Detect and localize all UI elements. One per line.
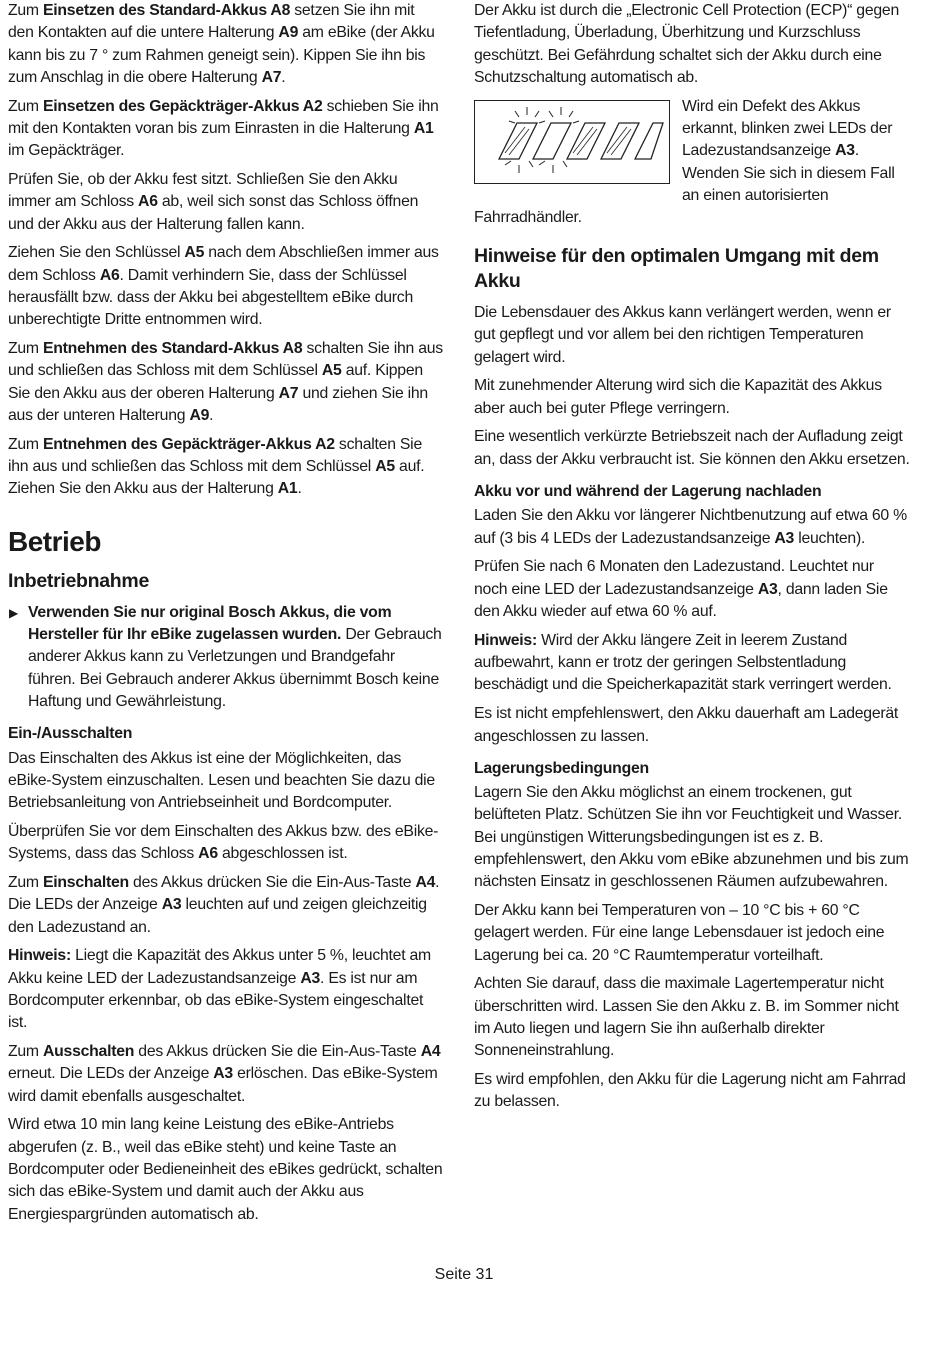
paragraph-switch-on-intro: Das Einschalten des Akkus ist eine der Möglichkeiten, das eBike-System einzuschalten. Lesen und beachten Sie dazu die Betriebsanleitung von Antriebseinheit und Bordcomputer. [8, 749, 435, 812]
paragraph-auto-off: Wird etwa 10 min lang keine Leistung des eBike-Antriebs abgerufen (z. B., weil das eBike steht) und keine Taste an Bordcomputer oder Bedieneinheit des eBikes gedrückt, schalten sich das eBike-System und damit auch der Akku aus Energiespargründen automatisch ab. [8, 1116, 443, 1223]
paragraph-switch-on: Zum Einschalten des Akkus drücken Sie die Ein-Aus-Taste A4. Die LEDs der Anzeige A3 leuchten auf und zeigen gleichzeitig den Ladezustand an. [8, 874, 440, 936]
paragraph-charger-connected: Es ist nicht empfehlenswert, den Akku dauerhaft am Ladegerät angeschlossen zu lassen. [474, 705, 899, 745]
left-column [8, 0, 443, 1232]
led-segment-1 [499, 123, 537, 159]
led-segment-5 [635, 123, 663, 159]
led-segment-4 [601, 123, 639, 159]
paragraph-remove-standard-battery: Zum Entnehmen des Standard-Akkus A8 schalten Sie ihn aus und schließen das Schloss mit dem Schlüssel A5 auf. Kippen Sie den Akku aus der oberen Halterung A7 und ziehen Sie ihn aus der unteren Halterung A9. [8, 340, 443, 425]
warning-bullet: ▶ Verwenden Sie nur original Bosch Akkus, die vom Hersteller für Ihr eBike zugelassen wurden. Der Gebrauch anderer Akkus kann zu Verletzungen und Brandgefahr führen. Bei Gebrauch anderer Akkus übernimmt Bosch keine Haftung und Gewährleistung. [9, 603, 442, 710]
paragraph-remove-for-storage: Es wird empfohlen, den Akku für die Lagerung nicht am Fahrrad zu belassen. [474, 1071, 906, 1111]
paragraph-switch-off: Zum Ausschalten des Akkus drücken Sie die Ein-Aus-Taste A4 erneut. Die LEDs der Anzeige A3 erlöschen. Das eBike-System wird damit ebenfalls ausgeschaltet. [8, 1043, 441, 1105]
paragraph-charge-60: Laden Sie den Akku vor längerer Nichtbenutzung auf etwa 60 % auf (3 bis 4 LEDs der Ladezustandsanzeige A3 leuchten). [474, 507, 907, 547]
paragraph-ecp-protection: Der Akku ist durch die „Electronic Cell Protection (ECP)“ gegen Tiefentladung, Überladung, Überhitzung und Kurzschluss geschützt. Bei Gefährdung schaltet sich der Akku durch eine Schutzschaltung automatisch ab. [474, 2, 899, 86]
defect-indicator-block [474, 96, 910, 236]
paragraph-remove-rack-battery: Zum Entnehmen des Gepäckträger-Akkus A2 schalten Sie ihn aus und schließen das Schloss mit dem Schlüssel A5 auf. Ziehen Sie den Akku aus der Halterung A1. [8, 435, 425, 498]
led-segment-3 [567, 123, 605, 159]
paragraph-reduced-runtime: Eine wesentlich verkürzte Betriebszeit nach der Aufladung zeigt an, dass der Akku verbraucht ist. Sie können den Akku ersetzen. [474, 428, 910, 468]
paragraph-temperature-range: Der Akku kann bei Temperaturen von – 10 °C bis + 60 °C gelagert werden. Für eine lange Lebensdauer ist jedoch eine Lagerung bei ca. 20 °C Raumtemperatur vorteilhaft. [474, 902, 885, 964]
paragraph-check-seat: Prüfen Sie, ob der Akku fest sitzt. Schließen Sie den Akku immer am Schloss A6 ab, weil sich sonst das Schloss öffnen und der Akku aus der Halterung fallen kann. [8, 171, 419, 233]
paragraph-lifespan: Die Lebensdauer des Akkus kann verlängert werden, wenn er gut gepflegt und vor allem bei den richtigen Temperaturen gelagert wird. [474, 303, 891, 366]
subsection-heading-optimal-handling: Hinweise für den optimalen Umgang mit dem Akku [474, 244, 879, 292]
paragraph-note-empty-storage: Hinweis: Wird der Akku längere Zeit in leerem Zustand aufbewahrt, kann er trotz der geringen Selbstentladung beschädigt und die Speicherkapazität stark verringert werden. [474, 631, 892, 694]
heading-storage-conditions: Lagerungsbedingungen [474, 759, 649, 777]
heading-ein-ausschalten: Ein-/Ausschalten [8, 725, 133, 743]
paragraph-check-6-months: Prüfen Sie nach 6 Monaten den Ladezustand. Leuchtet nur noch eine LED der Ladezustandsanzeige A3, dann laden Sie den Akku wieder auf etwa 60 % auf. [474, 558, 888, 621]
paragraph-insert-standard-battery: Zum Einsetzen des Standard-Akkus A8 setzen Sie ihn mit den Kontakten auf die untere Halterung A9 am eBike (der Akku kann bis zu 7 ° zum Rahmen geneigt sein). Kippen Sie ihn bis zum Anschlag in die obere Halterung A7. [8, 2, 435, 86]
paragraph-insert-rack-battery: Zum Einsetzen des Gepäckträger-Akkus A2 schieben Sie ihn mit den Kontakten voran bis zum Einrasten in die Halterung A1 im Gepäckträger. [8, 97, 439, 160]
heading-recharge-storage: Akku vor und während der Lagerung nachladen [474, 483, 822, 501]
paragraph-note-low-capacity: Hinweis: Liegt die Kapazität des Akkus unter 5 %, leuchtet am Akku keine LED der Ladezustandsanzeige A3. Es ist nur am Bordcomputer erkennbar, ob das eBike-System eingeschaltet ist. [8, 947, 431, 1032]
paragraph-max-temperature: Achten Sie darauf, dass die maximale Lagertemperatur nicht überschritten wird. Lassen Sie den Akku z. B. im Sommer nicht im Auto liegen und lagern Sie ihn außerhalb direkter Sonneneinstrahlung. [474, 975, 899, 1060]
paragraph-dry-place: Lagern Sie den Akku möglichst an einem trockenen, gut belüfteten Platz. Schützen Sie ihn vor Feuchtigkeit und Wasser. Bei ungünstigen Witterungsbedingungen ist es z. B. empfehlenswert, den Akku vom eBike abzunehmen und bis zum nächsten Einsatz in geschlossenen Räumen aufzubewahren. [474, 784, 909, 891]
section-heading-betrieb: Betrieb [8, 525, 101, 557]
page-number: Seite 31 [434, 1266, 494, 1283]
bullet-triangle-icon: ▶ [9, 605, 18, 620]
led-segment-2 [533, 123, 571, 159]
paragraph-aging: Mit zunehmender Alterung wird sich die Kapazität des Akkus aber auch bei guter Pflege verringern. [474, 377, 882, 417]
led-bar-icon [475, 101, 669, 183]
subsection-heading-inbetriebnahme: Inbetriebnahme [8, 569, 149, 592]
blinking-led-illustration [474, 100, 670, 184]
right-column [474, 0, 910, 1120]
paragraph-remove-key: Ziehen Sie den Schlüssel A5 nach dem Abschließen immer aus dem Schloss A6. Damit verhindern Sie, dass der Schlüssel herausfällt bzw. dass der Akku bei abgestelltem eBike durch unberechtigte Dritte entnommen wird. [8, 244, 439, 329]
paragraph-check-lock: Überprüfen Sie vor dem Einschalten des Akkus bzw. des eBike-Systems, dass das Schloss A6 abgeschlossen ist. [8, 822, 439, 863]
paragraph-defect-detected: Wird ein Defekt des Akkus erkannt, blinken zwei LEDs der Ladezustandsanzeige A3. Wenden Sie sich in diesem Fall an einen autorisierten Fahrradhändler. [474, 97, 895, 227]
